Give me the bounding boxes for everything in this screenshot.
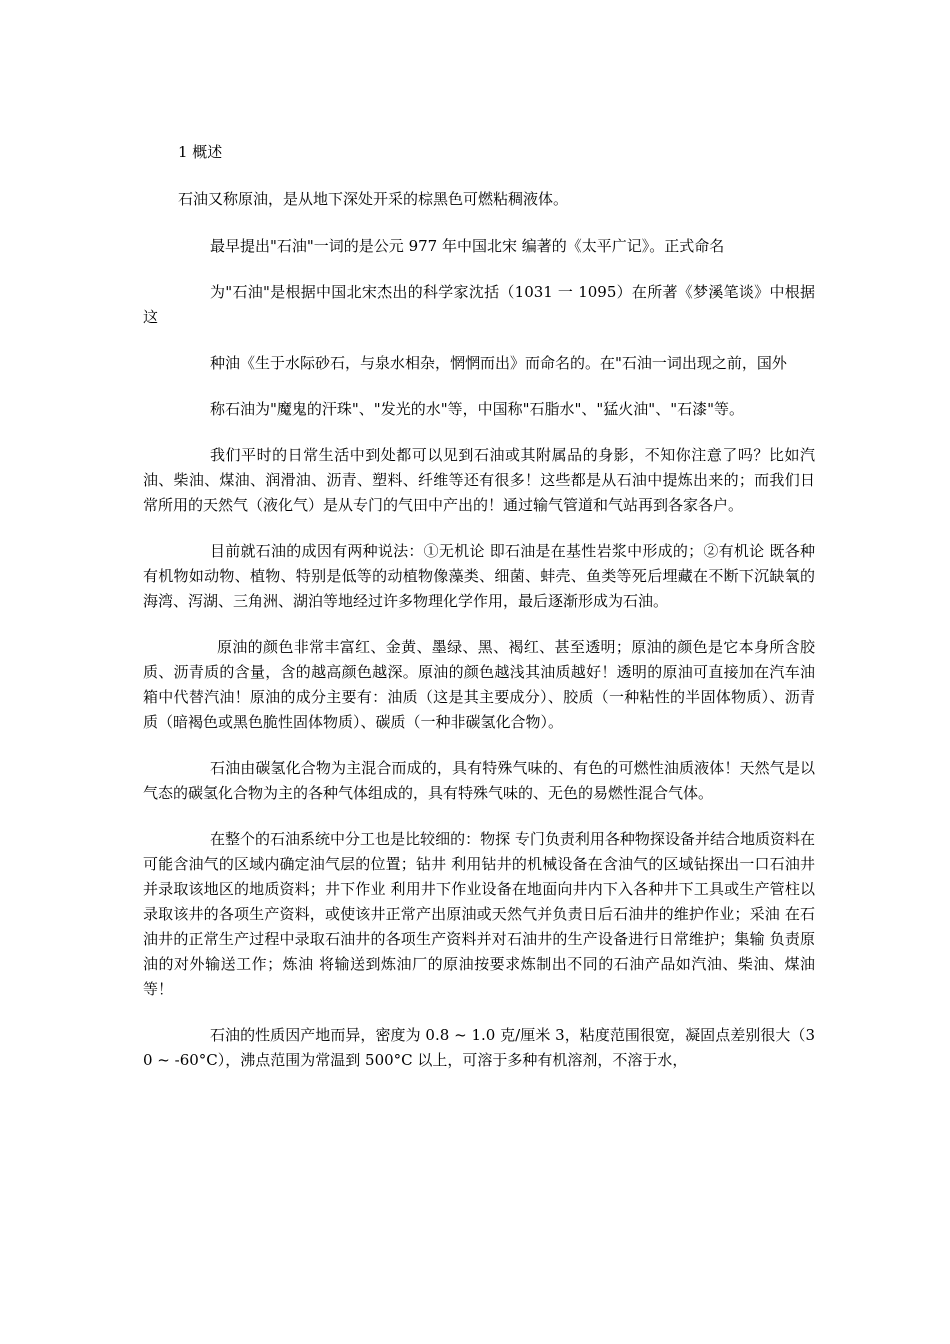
paragraph-daily-life: 我们平时的日常生活中到处都可以见到石油或其附属品的身影，不知你注意了吗？比如汽油、柴油、煤油、润滑油、沥青、塑料、纤维等还有很多！这些都是从石油中提炼出来的；而我们日常所用的天然气（液化气）是从专门的气田中产出的！通过输气管道和气站再到各家各户。 xyxy=(143,446,815,514)
section-heading: 1 概述 xyxy=(178,143,223,161)
paragraph-composition: 石油由碳氢化合物为主混合而成的，具有特殊气味的、有色的可燃性油质液体！天然气是以气态的碳氢化合物为主的各种气体组成的，具有特殊气味的、无色的易燃性混合气体。 xyxy=(143,759,815,802)
paragraph-history-3: 种油《生于水际砂石，与泉水相杂，惘惘而出》而命名的。在"石油一词出现之前，国外 xyxy=(210,354,787,372)
document-body xyxy=(143,140,815,1094)
paragraph-definition: 石油又称原油，是从地下深处开采的棕黑色可燃粘稠液体。 xyxy=(178,190,569,208)
paragraph-history-4: 称石油为"魔鬼的汗珠"、"发光的水"等，中国称"石脂水"、"猛火油"、"石漆"等。 xyxy=(210,400,744,418)
paragraph-color: 原油的颜色非常丰富红、金黄、墨绿、黑、褐红、甚至透明；原油的颜色是它本身所含胶质、沥青质的含量，含的越高颜色越深。原油的颜色越浅其油质越好！透明的原油可直接加在汽车油箱中代替汽油！原油的成分主要有：油质（这是其主要成分）、胶质（一种粘性的半固体物质）、沥青质（暗褐色或黑色脆性固体物质）、碳质（一种非碳氢化合物）。 xyxy=(143,638,815,731)
paragraph-history-1: 最早提出"石油"一词的是公元 977 年中国北宋 编著的《太平广记》。正式命名 xyxy=(210,237,725,255)
paragraph-properties: 石油的性质因产地而异，密度为 0.8 ~ 1.0 克/厘米 3，粘度范围很宽，凝固点差别很大（30 ~ -60°C），沸点范围为常温到 500°C 以上，可溶于多种有机溶剂，不溶于水， xyxy=(143,1026,815,1069)
paragraph-industry: 在整个的石油系统中分工也是比较细的：物探 专门负责利用各种物探设备并结合地质资料在可能含油气的区域内确定油气层的位置；钻井 利用钻井的机械设备在含油气的区域钻探出一口石油井并录取该地区的地质资料；井下作业 利用井下作业设备在地面向井内下入各种井下工具或生产管柱以录取该井的各项生产资料，或使该井正常产出原油或天然气并负责日后石油井的维护作业；采油 在石油井的正常生产过程中录取石油井的各项生产资料并对石油井的生产设备进行日常维护；集输 负责原油的对外输送工作；炼油 将输送到炼油厂的原油按要求炼制出不同的石油产品如汽油、柴油、煤油等！ xyxy=(143,830,815,998)
paragraph-origin: 目前就石油的成因有两种说法：①无机论 即石油是在基性岩浆中形成的；②有机论 既各种有机物如动物、植物、特别是低等的动植物像藻类、细菌、蚌壳、鱼类等死后埋藏在不断下沉缺氧的海湾、泻湖、三角洲、湖泊等地经过许多物理化学作用，最后逐渐形成为石油。 xyxy=(143,542,815,610)
paragraph-history-2: 为"石油"是根据中国北宋杰出的科学家沈括（1031 一 1095）在所著《梦溪笔谈》中根据这 xyxy=(143,283,815,326)
